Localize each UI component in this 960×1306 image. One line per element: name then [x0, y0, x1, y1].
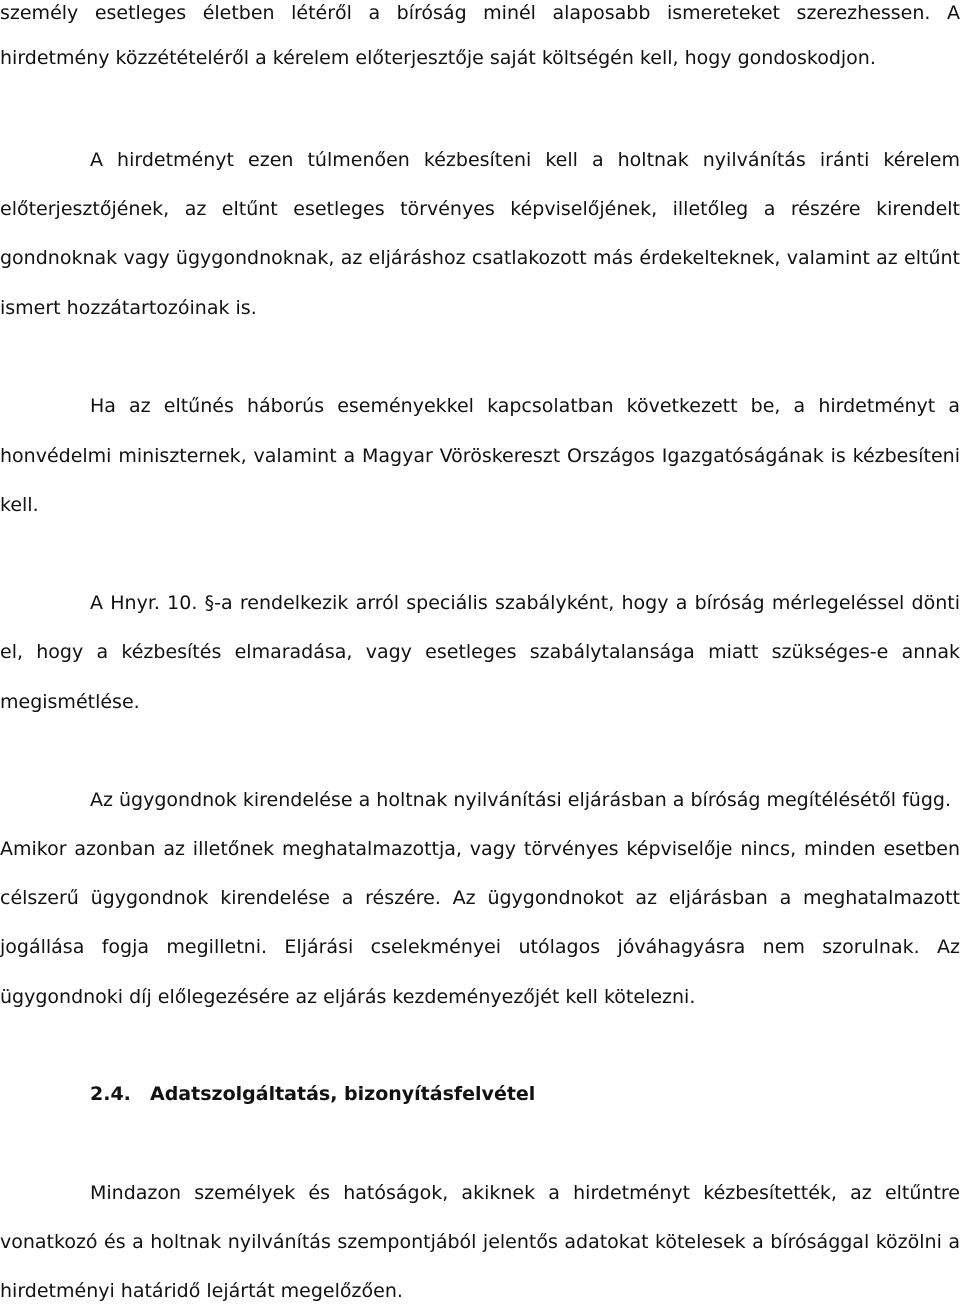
paragraph-3-line-1: Ha az eltűnés háborús eseményekkel kapcsolatban következett be, a hirdetményt a	[90, 395, 960, 417]
paragraph-2-line-1: A hirdetményt ezen túlmenően kézbesíteni kell a holtnak nyilvánítás iránti kérelem	[90, 149, 960, 171]
paragraph-2-line-4: ismert hozzátartozóinak is.	[0, 297, 257, 319]
section-number: 2.4.	[90, 1083, 131, 1105]
paragraph-2-line-2: előterjesztőjének, az eltűnt esetleges törvényes képviselőjének, illetőleg a részére kirendelt	[0, 198, 960, 220]
paragraph-1-line-2: hirdetmény közzétételéről a kérelem előterjesztője saját költségén kell, hogy gondoskodjon.	[0, 47, 876, 69]
paragraph-5-line-1: Az ügygondnok kirendelése a holtnak nyilvánítási eljárásban a bíróság megítélésétől függ.	[90, 789, 952, 811]
paragraph-4-line-2: el, hogy a kézbesítés elmaradása, vagy esetleges szabálytalansága miatt szükséges-e annak	[0, 641, 960, 663]
paragraph-2-line-3: gondnoknak vagy ügygondnoknak, az eljáráshoz csatlakozott más érdekelteknek, valamint az eltűnt	[0, 247, 960, 269]
paragraph-3-line-3: kell.	[0, 494, 39, 516]
section-title: Adatszolgáltatás, bizonyításfelvétel	[150, 1083, 536, 1105]
section-heading	[90, 1081, 535, 1107]
paragraph-4-line-1: A Hnyr. 10. §-a rendelkezik arról speciális szabályként, hogy a bíróság mérlegeléssel dönti	[90, 592, 960, 614]
paragraph-5-line-2: Amikor azonban az illetőnek meghatalmazottja, vagy törvényes képviselője nincs, minden esetben	[0, 838, 960, 860]
final-paragraph-line-1: Mindazon személyek és hatóságok, akiknek a hirdetményt kézbesítették, az eltűntre	[90, 1182, 960, 1204]
final-paragraph-line-3: hirdetményi határidő lejártát megelőzően.	[0, 1280, 403, 1302]
paragraph-3-line-2: honvédelmi miniszternek, valamint a Magyar Vöröskereszt Országos Igazgatóságának is kézbesíteni	[0, 445, 960, 467]
paragraph-1-line-1: személy esetleges életben létéről a bíróság minél alaposabb ismereteket szerezhessen. A	[0, 2, 960, 24]
final-paragraph-line-2: vonatkozó és a holtnak nyilvánítás szempontjából jelentős adatokat kötelesek a bírósággal közölni a	[0, 1231, 960, 1253]
paragraph-4-line-3: megismétlése.	[0, 691, 140, 713]
paragraph-5-line-4: jogállása fogja megilletni. Eljárási cselekményei utólagos jóváhagyásra nem szorulnak. Az	[0, 936, 960, 958]
paragraph-5-line-5: ügygondnoki díj előlegezésére az eljárás kezdeményezőjét kell kötelezni.	[0, 986, 696, 1008]
paragraph-5-line-3: célszerű ügygondnok kirendelése a részére. Az ügygondnokot az eljárásban a meghatalmazott	[0, 887, 960, 909]
